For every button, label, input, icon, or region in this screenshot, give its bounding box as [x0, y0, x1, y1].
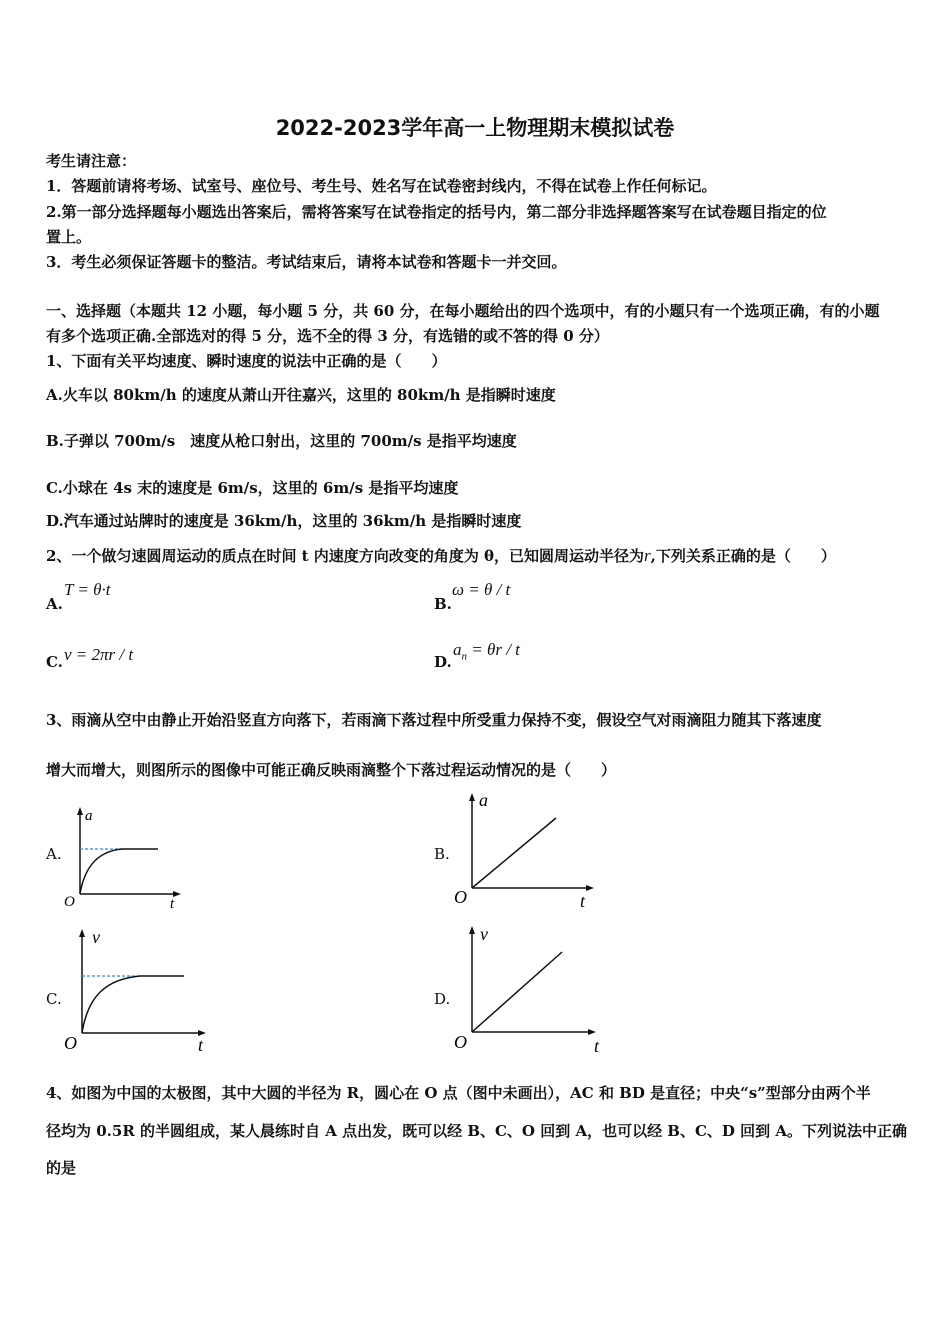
y-axis-label: a — [479, 790, 488, 810]
line — [472, 818, 556, 888]
q4-stem-cont: 径均为 0.5R 的半圆组成，某人晨练时自 A 点出发，既可以经 B、C、O 回到 A，也可以经 B、C、D 回到 A。下列说法中正确 — [46, 1122, 908, 1140]
q3-graph-b — [452, 790, 602, 915]
y-axis-label: v — [92, 927, 100, 947]
q2-option-b-letter: B. — [434, 595, 452, 613]
q2-stem-part2: ,下列关系正确的是（ ） — [650, 547, 836, 565]
q2-option-d-formula — [453, 639, 520, 667]
x-axis-arrow — [586, 885, 594, 891]
q4-stem-cont-2: 的是 — [46, 1159, 77, 1177]
q3-stem-cont: 增大而增大，则图所示的图像中可能正确反映雨滴整个下落过程运动情况的是（ ） — [46, 761, 617, 779]
origin-label: O — [64, 894, 75, 910]
y-axis-arrow — [79, 929, 85, 937]
q2-option-c-formula: v = 2πr / t — [64, 645, 134, 664]
q3-stem: 3、雨滴从空中由静止开始沿竖直方向落下，若雨滴下落过程中所受重力保持不变，假设空气对雨滴阻力随其下落速度 — [46, 711, 822, 729]
x-axis-arrow — [588, 1029, 596, 1035]
q2-stem-part1: 2、一个做匀速圆周运动的质点在时间 t 内速度方向改变的角度为 θ，已知圆周运动半径为 — [46, 547, 645, 565]
q2-option-d-base: a — [453, 640, 462, 659]
notice-heading: 考生请注意： — [46, 152, 137, 170]
q2-option-c-letter: C. — [46, 653, 63, 671]
notice-item-2-cont: 置上。 — [46, 228, 92, 246]
x-axis-label: t — [594, 1036, 600, 1056]
y-axis-arrow — [469, 793, 475, 801]
q2-stem-radius: r — [644, 546, 651, 565]
q3-option-a-letter: A. — [46, 845, 62, 863]
notice-item-1: 1．答题前请将考场、试室号、座位号、考生号、姓名写在试卷密封线内，不得在试卷上作任何标记。 — [46, 177, 717, 195]
q3-graph-c — [62, 925, 222, 1060]
x-axis-label: t — [170, 896, 175, 912]
q2-option-a-formula: T = θ·t — [64, 580, 111, 599]
origin-label: O — [64, 1033, 77, 1053]
q3-graph-d — [452, 922, 612, 1057]
x-axis-label: t — [580, 891, 586, 911]
notice-item-3: 3．考生必须保证答题卡的整洁。考试结束后，请将本试卷和答题卡一并交回。 — [46, 253, 567, 271]
q3-graph-a — [60, 804, 190, 914]
q2-option-d-letter: D. — [434, 653, 452, 671]
q1-option-a: A.火车以 80km/h 的速度从萧山开往嘉兴，这里的 80km/h 是指瞬时速度 — [46, 386, 556, 404]
y-axis-arrow — [469, 926, 475, 934]
q2-option-d-sub: n — [461, 650, 467, 663]
x-axis-label: t — [198, 1035, 204, 1055]
y-axis-label: a — [85, 808, 93, 824]
origin-label: O — [454, 1032, 467, 1052]
q3-option-c-letter: C. — [46, 990, 62, 1008]
q2-option-d-rest: = θr / t — [467, 640, 520, 659]
section1-instructions: 一、选择题（本题共 12 小题，每小题 5 分，共 60 分，在每小题给出的四个选项中，有的小题只有一个选项正确，有的小题 — [46, 302, 880, 320]
q2-option-b-formula: ω = θ / t — [452, 580, 511, 599]
section1-instructions-cont: 有多个选项正确.全部选对的得 5 分，选不全的得 3 分，有选错的或不答的得 0 分） — [46, 327, 609, 345]
notice-item-2: 2.第一部分选择题每小题选出答案后，需将答案写在试卷指定的括号内，第二部分非选择题答案写在试卷题目指定的位 — [46, 203, 827, 221]
q3-option-d-letter: D. — [434, 990, 451, 1008]
q1-option-d: D.汽车通过站牌时的速度是 36km/h，这里的 36km/h 是指瞬时速度 — [46, 512, 522, 530]
q1-option-b: B.子弹以 700m/s 速度从枪口射出，这里的 700m/s 是指平均速度 — [46, 432, 517, 450]
origin-label: O — [454, 887, 467, 907]
y-axis-arrow — [77, 807, 83, 815]
q3-option-b-letter: B. — [434, 845, 450, 863]
curve — [82, 976, 184, 1033]
curve — [80, 849, 158, 894]
q1-option-c: C.小球在 4s 末的速度是 6m/s，这里的 6m/s 是指平均速度 — [46, 479, 459, 497]
q1-stem: 1、下面有关平均速度、瞬时速度的说法中正确的是（ ） — [46, 352, 447, 370]
x-axis-arrow — [173, 891, 181, 897]
line — [472, 952, 562, 1032]
q2-stem — [46, 545, 836, 567]
q4-stem: 4、如图为中国的太极图，其中大圆的半径为 R，圆心在 O 点（图中未画出），AC 和 BD 是直径；中央“s”型部分由两个半 — [46, 1084, 871, 1102]
q2-option-a-letter: A. — [46, 595, 63, 613]
y-axis-label: v — [480, 924, 488, 944]
page-title: 2022-2023学年高一上物理期末模拟试卷 — [275, 116, 675, 140]
